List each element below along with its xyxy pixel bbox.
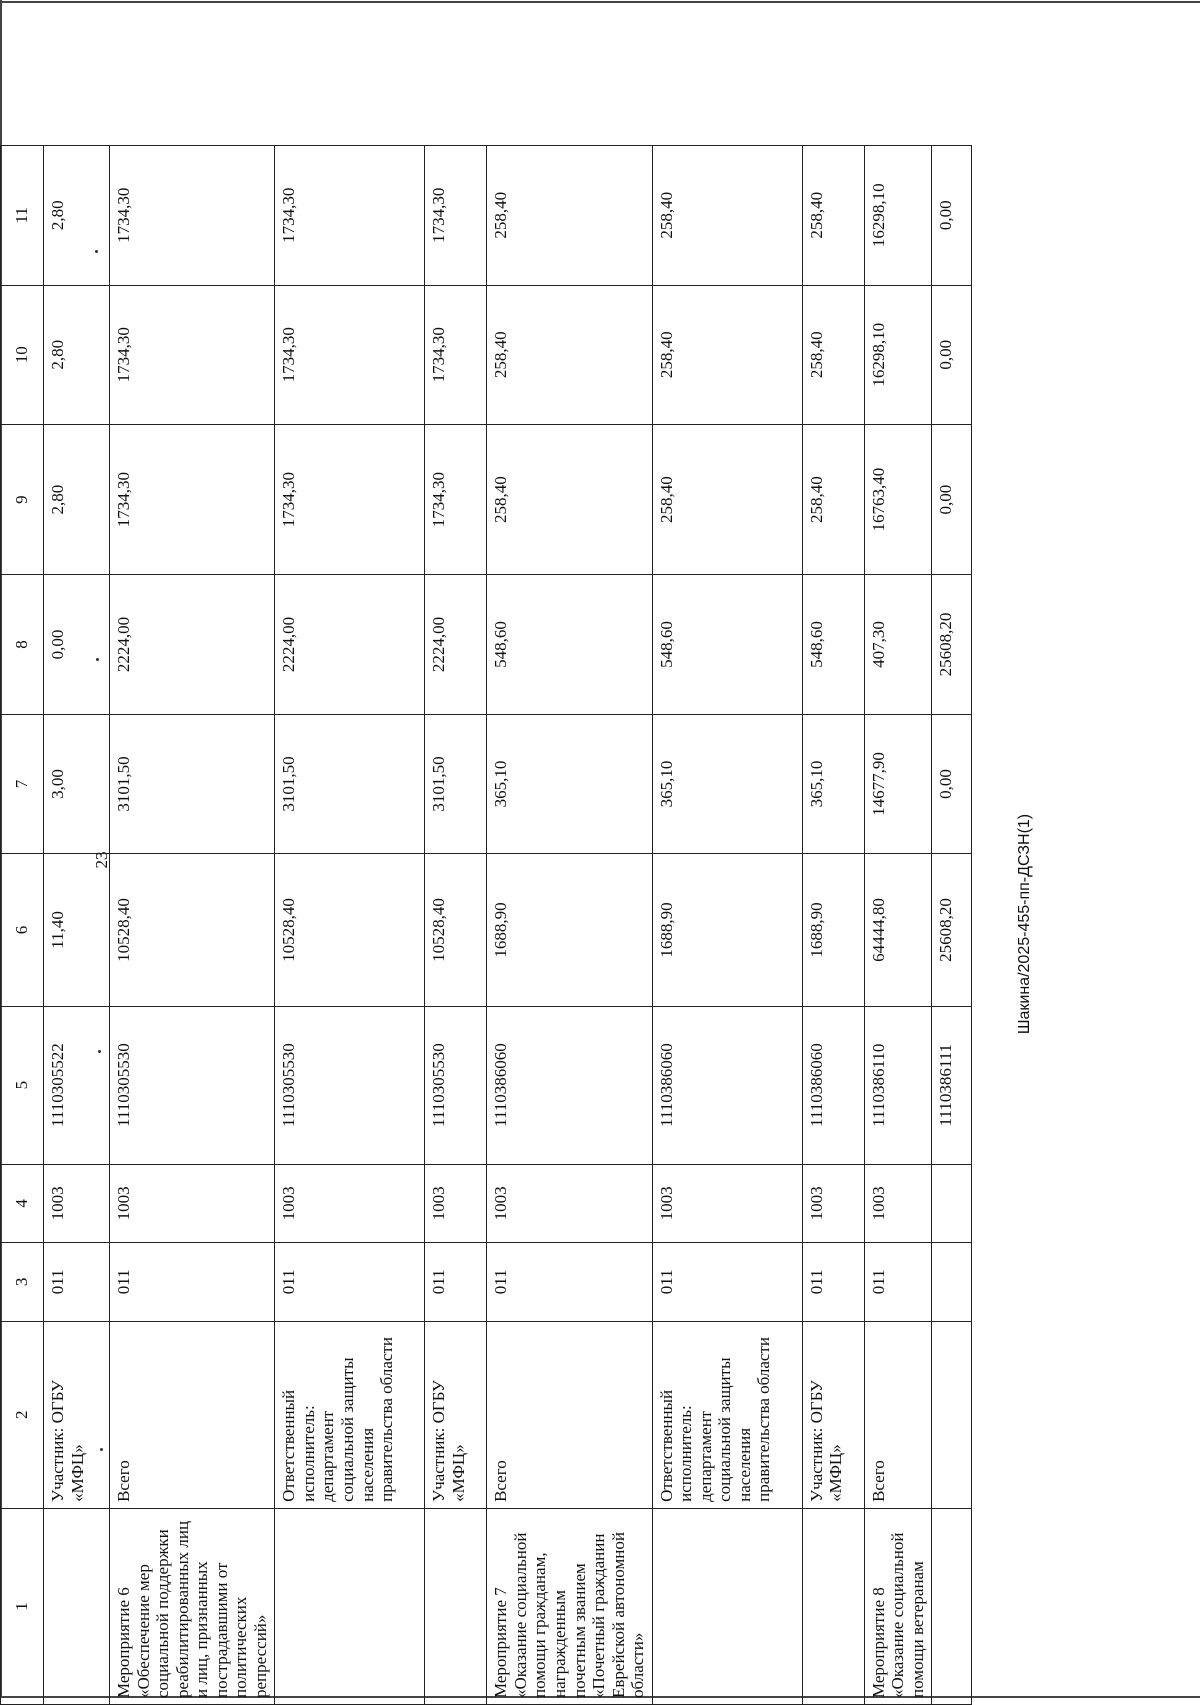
value-cell: 011 xyxy=(110,1243,275,1321)
value-cell: 1110305530 xyxy=(425,1006,487,1164)
value-cell: 011 xyxy=(275,1243,425,1321)
value-cell: 365,10 xyxy=(652,714,802,853)
value-cell: 1003 xyxy=(802,1164,864,1242)
value-cell: 1110305522 xyxy=(44,1006,110,1164)
col-header: 9 xyxy=(1,424,44,574)
value-cell: 1003 xyxy=(110,1164,275,1242)
value-cell: 3101,50 xyxy=(110,714,275,853)
table-row xyxy=(932,146,972,1705)
activity-cell xyxy=(802,1508,864,1704)
col-header: 3 xyxy=(1,1243,44,1321)
value-cell: 1734,30 xyxy=(425,146,487,286)
executor-cell: Участник: ОГБУ «МФЦ» xyxy=(425,1321,487,1508)
activity-cell: Мероприятие 7 «Оказание социальной помощи гражданам, награжденным почетным званием «Почетный гражданин Еврейской автономной области» xyxy=(487,1508,652,1704)
activity-cell: Мероприятие 6 «Обеспечение мер социальной поддержки реабилитированных лиц и лиц, признанных пострадавшими от политических репрессий» xyxy=(110,1508,275,1704)
value-cell: 16298,10 xyxy=(864,146,932,286)
header-row xyxy=(1,146,44,1705)
activity-cell xyxy=(932,1508,972,1704)
value-cell: 1734,30 xyxy=(275,285,425,424)
value-cell: 1003 xyxy=(487,1164,652,1242)
value-cell: 258,40 xyxy=(652,146,802,286)
top-border xyxy=(0,1,1200,3)
col-header: 8 xyxy=(1,575,44,714)
activity-cell xyxy=(652,1508,802,1704)
value-cell: 1110386111 xyxy=(932,1006,972,1164)
value-cell: 2224,00 xyxy=(110,575,275,714)
activity-cell xyxy=(275,1508,425,1704)
value-cell: 1003 xyxy=(275,1164,425,1242)
value-cell: 1110386060 xyxy=(802,1006,864,1164)
value-cell: 1110305530 xyxy=(275,1006,425,1164)
value-cell: 011 xyxy=(864,1243,932,1321)
executor-cell: Участник: ОГБУ «МФЦ» xyxy=(44,1321,110,1508)
executor-cell: Ответственный исполнитель: департамент социальной защиты населения правительства области xyxy=(275,1321,425,1508)
value-cell: 011 xyxy=(802,1243,864,1321)
value-cell: 1110305530 xyxy=(110,1006,275,1164)
rotated-table-container xyxy=(0,145,1030,1705)
value-cell: 2,80 xyxy=(44,285,110,424)
table-row xyxy=(44,146,110,1705)
table-row xyxy=(864,146,932,1705)
value-cell: 1734,30 xyxy=(110,285,275,424)
value-cell: 258,40 xyxy=(487,146,652,286)
value-cell: 258,40 xyxy=(487,424,652,574)
col-header: 11 xyxy=(1,146,44,286)
value-cell: 0,00 xyxy=(932,285,972,424)
value-cell: 3,00 xyxy=(44,714,110,853)
value-cell: 14677,90 xyxy=(864,714,932,853)
value-cell: 2,80 xyxy=(44,146,110,286)
value-cell: 1110386060 xyxy=(652,1006,802,1164)
value-cell: 548,60 xyxy=(652,575,802,714)
value-cell: 1734,30 xyxy=(425,424,487,574)
table-row xyxy=(802,146,864,1705)
value-cell: 1734,30 xyxy=(110,424,275,574)
table-row xyxy=(652,146,802,1705)
col-header: 7 xyxy=(1,714,44,853)
activity-cell xyxy=(44,1508,110,1704)
value-cell: 1688,90 xyxy=(802,854,864,1007)
value-cell: 548,60 xyxy=(487,575,652,714)
table-row xyxy=(275,146,425,1705)
value-cell: 1003 xyxy=(44,1164,110,1242)
value-cell: 258,40 xyxy=(802,285,864,424)
value-cell: 0,00 xyxy=(932,146,972,286)
col-header: 4 xyxy=(1,1164,44,1242)
value-cell xyxy=(932,1243,972,1321)
document-code: Шакина/2025-455-пп-ДСЗН(1) xyxy=(1016,813,1033,1035)
value-cell: 1734,30 xyxy=(110,146,275,286)
value-cell: 10528,40 xyxy=(275,854,425,1007)
table-row xyxy=(487,146,652,1705)
value-cell: 11,40 xyxy=(44,854,110,1007)
value-cell: 2224,00 xyxy=(425,575,487,714)
value-cell: 1110386110 xyxy=(864,1006,932,1164)
value-cell: 16298,10 xyxy=(864,285,932,424)
value-cell: 2,80 xyxy=(44,424,110,574)
table-row xyxy=(425,146,487,1705)
col-header: 2 xyxy=(1,1321,44,1508)
executor-cell: Ответственный исполнитель: департамент социальной защиты населения правительства области xyxy=(652,1321,802,1508)
page-number: 23 xyxy=(92,851,111,869)
value-cell: 258,40 xyxy=(802,146,864,286)
col-header: 10 xyxy=(1,285,44,424)
executor-cell: Всего xyxy=(864,1321,932,1508)
value-cell: 407,30 xyxy=(864,575,932,714)
executor-cell xyxy=(932,1321,972,1508)
value-cell: 1110386060 xyxy=(487,1006,652,1164)
activity-cell xyxy=(425,1508,487,1704)
value-cell: 011 xyxy=(425,1243,487,1321)
value-cell: 64444,80 xyxy=(864,854,932,1007)
executor-cell: Всего xyxy=(487,1321,652,1508)
value-cell: 1734,30 xyxy=(275,146,425,286)
table-row xyxy=(110,146,275,1705)
value-cell: 3101,50 xyxy=(425,714,487,853)
value-cell: 011 xyxy=(487,1243,652,1321)
value-cell: 25608,20 xyxy=(932,854,972,1007)
executor-cell: Всего xyxy=(110,1321,275,1508)
value-cell: 548,60 xyxy=(802,575,864,714)
value-cell: 3101,50 xyxy=(275,714,425,853)
value-cell: 1003 xyxy=(652,1164,802,1242)
value-cell: 365,10 xyxy=(802,714,864,853)
value-cell: 1688,90 xyxy=(652,854,802,1007)
value-cell: 10528,40 xyxy=(110,854,275,1007)
col-header: 1 xyxy=(1,1508,44,1704)
value-cell: 258,40 xyxy=(802,424,864,574)
col-header: 6 xyxy=(1,854,44,1007)
value-cell: 25608,20 xyxy=(932,575,972,714)
value-cell: 0,00 xyxy=(932,424,972,574)
value-cell: 0,00 xyxy=(932,714,972,853)
value-cell: 011 xyxy=(652,1243,802,1321)
col-header: 5 xyxy=(1,1006,44,1164)
value-cell: 2224,00 xyxy=(275,575,425,714)
value-cell: 258,40 xyxy=(652,424,802,574)
value-cell: 1003 xyxy=(425,1164,487,1242)
value-cell: 258,40 xyxy=(652,285,802,424)
value-cell: 011 xyxy=(44,1243,110,1321)
value-cell xyxy=(932,1164,972,1242)
executor-cell: Участник: ОГБУ «МФЦ» xyxy=(802,1321,864,1508)
budget-table xyxy=(0,145,972,1705)
value-cell: 10528,40 xyxy=(425,854,487,1007)
value-cell: 1734,30 xyxy=(425,285,487,424)
value-cell: 1003 xyxy=(864,1164,932,1242)
activity-cell: Мероприятие 8 «Оказание социальной помощи ветеранам xyxy=(864,1508,932,1704)
value-cell: 365,10 xyxy=(487,714,652,853)
value-cell: 1734,30 xyxy=(275,424,425,574)
value-cell: 16763,40 xyxy=(864,424,932,574)
value-cell: 1688,90 xyxy=(487,854,652,1007)
value-cell: 0,00 xyxy=(44,575,110,714)
value-cell: 258,40 xyxy=(487,285,652,424)
